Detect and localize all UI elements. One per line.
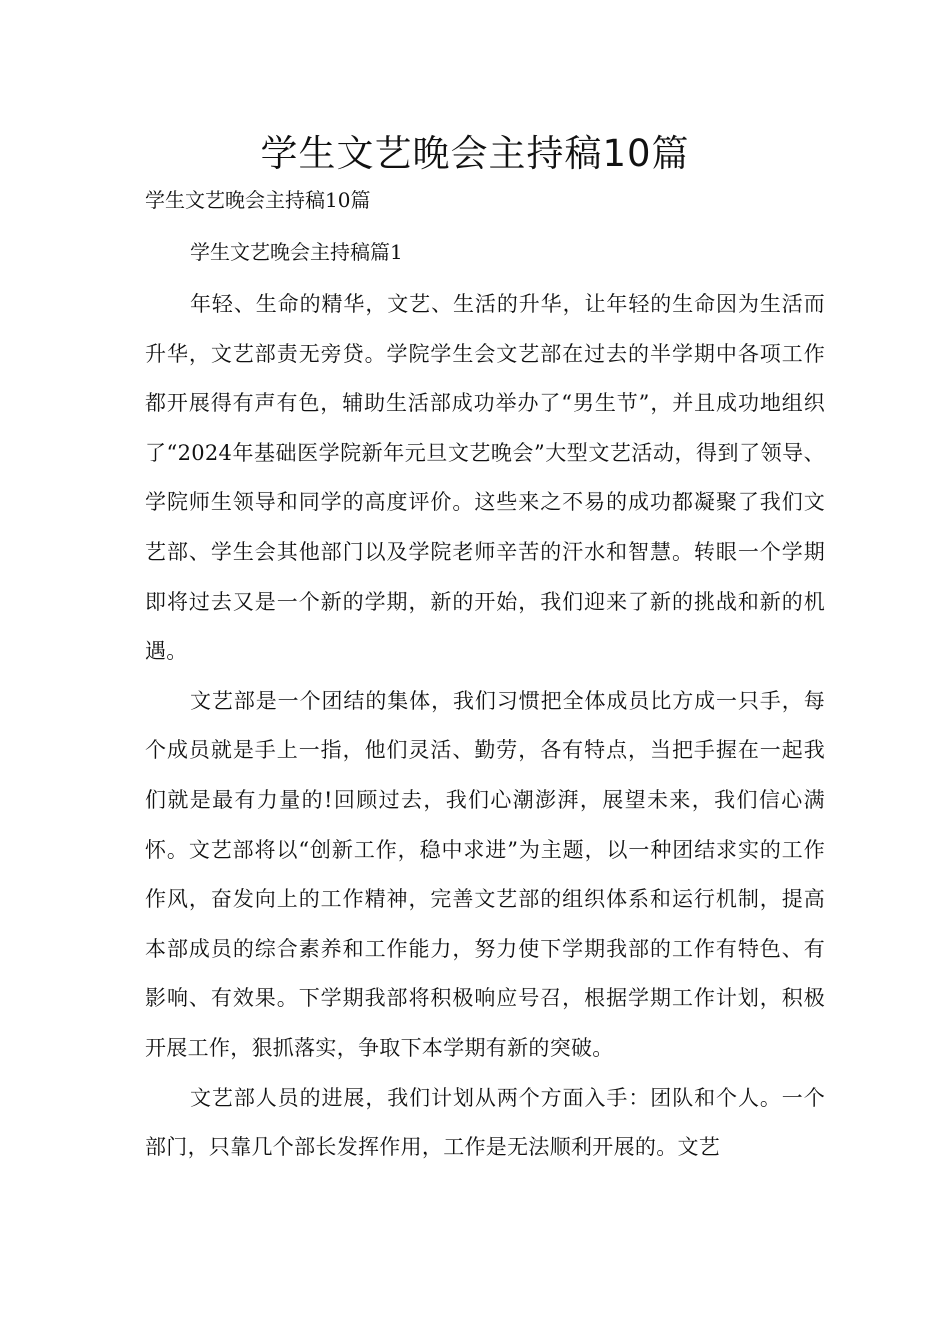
paragraph-2: 文艺部是一个团结的集体，我们习惯把全体成员比方成一只手，每个成员就是手上一指，他们灵活、勤劳，各有特点，当把手握在一起我们就是最有力量的!回顾过去，我们心潮澎湃，展望未来，我们信心满怀。文艺部将以“创新工作，稳中求进”为主题，以一种团结求实的工作作风，奋发向上的工作精神，完善文艺部的组织体系和运行机制，提高本部成员的综合素养和工作能力，努力使下学期我部的工作有特色、有影响、有效果。下学期我部将积极响应号召，根据学期工作计划，积极开展工作，狠抓落实，争取下本学期有新的突破。: [145, 688, 825, 1060]
section-heading: 学生文艺晚会主持稿篇1: [190, 240, 403, 264]
document-subtitle: 学生文艺晚会主持稿10篇: [145, 188, 371, 212]
paragraph-1: 年轻、生命的精华，文艺、生活的升华，让年轻的生命因为生活而升华，文艺部责无旁贷。学院学生会文艺部在过去的半学期中各项工作都开展得有声有色，辅助生活部成功举办了“男生节”，并且成功地组织了“2024年基础医学院新年元旦文艺晚会”大型文艺活动，得到了领导、学院师生领导和同学的高度评价。这些来之不易的成功都凝聚了我们文艺部、学生会其他部门以及学院老师辛苦的汗水和智慧。转眼一个学期即将过去又是一个新的学期，新的开始，我们迎来了新的挑战和新的机遇。: [145, 292, 825, 664]
document-title: 学生文艺晚会主持稿10篇: [260, 132, 690, 175]
paragraph-3: 文艺部人员的进展，我们计划从两个方面入手：团队和个人。一个部门，只靠几个部长发挥作用，工作是无法顺利开展的。文艺: [145, 1085, 825, 1160]
body-text: [145, 280, 825, 1173]
